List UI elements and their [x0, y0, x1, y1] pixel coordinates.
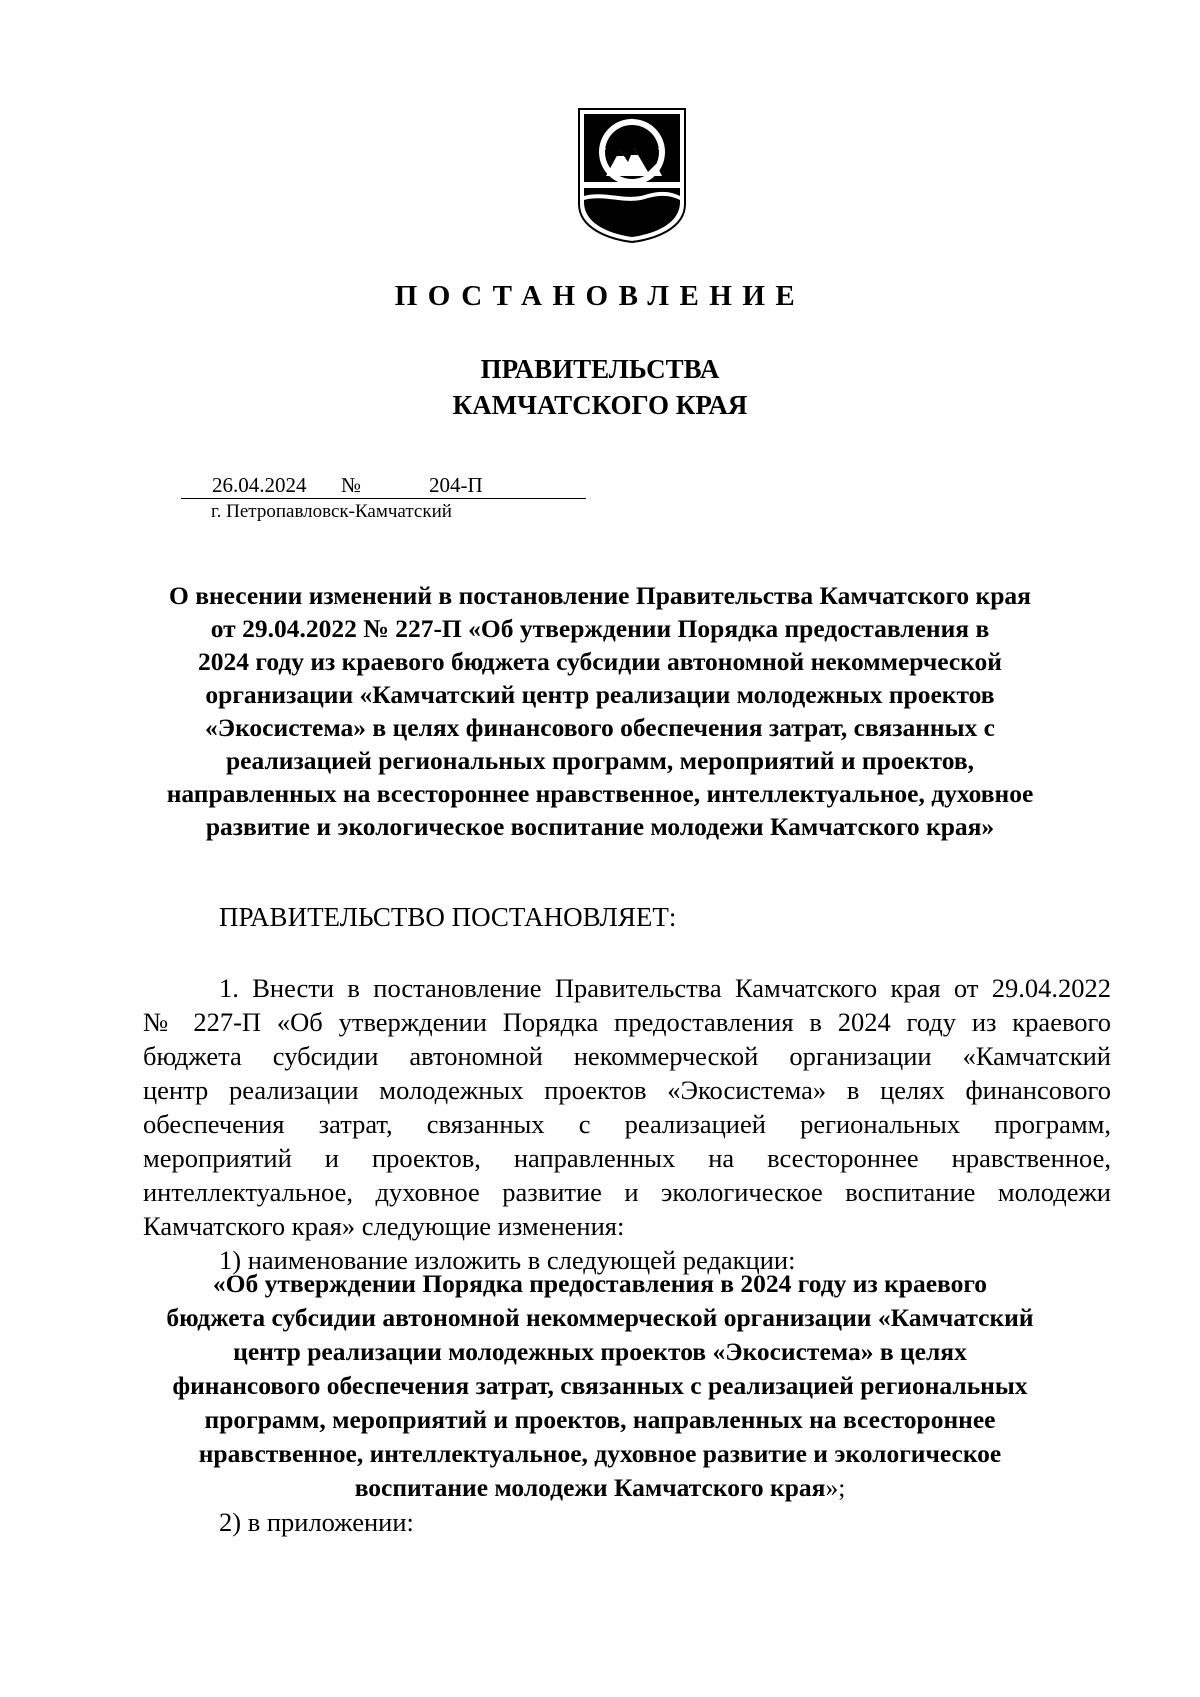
item-2: 2) в приложении: [219, 1507, 414, 1537]
new-title-quote [100, 1267, 1100, 1505]
title-line: развитие и экологическое воспитание молодежи Камчатского края» [205, 812, 995, 841]
quote-line: бюджета субсидии автономной некоммерческой организации «Камчатский [166, 1303, 1034, 1332]
paragraph-line: Камчатского края» следующие изменения: [143, 1211, 625, 1241]
paragraph-line: интеллектуальное, духовное развитие и экологическое воспитание молодежи [143, 1177, 1111, 1207]
quote-line: нравственное, интеллектуальное, духовное развитие и экологическое [198, 1439, 1002, 1468]
city-label: г. Петропавловск-Камчатский [211, 501, 452, 522]
title-line: «Экосистема» в целях финансового обеспечения затрат, связанных с [205, 713, 995, 742]
paragraph-line: № 227-П «Об утверждении Порядка предоставления в 2024 году из краевого [143, 1007, 1111, 1037]
title-line: 2024 году из краевого бюджета субсидии автономной некоммерческой [198, 647, 1002, 676]
quote-line-last [100, 1471, 1100, 1505]
paragraph-1 [143, 971, 1111, 1277]
paragraph-line: центр реализации молодежных проектов «Экосистема» в целях финансового [143, 1075, 1111, 1105]
title-line: О внесении изменений в постановление Правительства Камчатского края [169, 581, 1031, 610]
date-number-line [181, 472, 586, 499]
issuer-line-1: ПРАВИТЕЛЬСТВА [480, 354, 720, 384]
issuer-line-2: КАМЧАТСКОГО КРАЯ [452, 390, 748, 420]
coat-of-arms-icon [576, 106, 688, 244]
item-1: 1) наименование изложить в следующей редакции: [219, 1245, 796, 1275]
document-type-heading: ПОСТАНОВЛЕНИЕ [394, 280, 806, 312]
paragraph-line: 1. Внести в постановление Правительства Камчатского края от 29.04.2022 [219, 973, 1111, 1003]
quote-line: воспитание молодежи Камчатского края [354, 1473, 826, 1502]
paragraph-line: обеспечения затрат, связанных с реализацией региональных программ, [143, 1109, 1111, 1139]
quote-tail: »; [825, 1473, 846, 1502]
document-title [100, 579, 1100, 843]
quote-line: «Об утверждении Порядка предоставления в 2024 году из краевого [212, 1269, 988, 1298]
title-line: организации «Камчатский центр реализации молодежных проектов [205, 680, 995, 709]
title-line: от 29.04.2022 № 227-П «Об утверждении Порядка предоставления в [210, 614, 990, 643]
quote-line: программ, мероприятий и проектов, направленных на всестороннее [204, 1405, 996, 1434]
number-sign: № [341, 473, 362, 497]
paragraph-line: мероприятий и проектов, направленных на всестороннее нравственное, [143, 1143, 1111, 1173]
paragraph-2 [143, 1505, 1111, 1539]
title-line: реализацией региональных программ, мероприятий и проектов, [226, 746, 974, 775]
paragraph-line: бюджета субсидии автономной некоммерческой организации «Камчатский [143, 1041, 1111, 1071]
document-number: 204-П [429, 473, 483, 497]
document-date: 26.04.2024 [212, 473, 307, 497]
quote-line: финансового обеспечения затрат, связанных с реализацией региональных [172, 1371, 1028, 1400]
quote-line: центр реализации молодежных проектов «Экосистема» в целях [233, 1337, 967, 1366]
decree-statement: ПРАВИТЕЛЬСТВО ПОСТАНОВЛЯЕТ: [219, 902, 677, 932]
issuer-heading [0, 351, 1200, 423]
title-line: направленных на всестороннее нравственное, интеллектуальное, духовное [166, 779, 1034, 808]
